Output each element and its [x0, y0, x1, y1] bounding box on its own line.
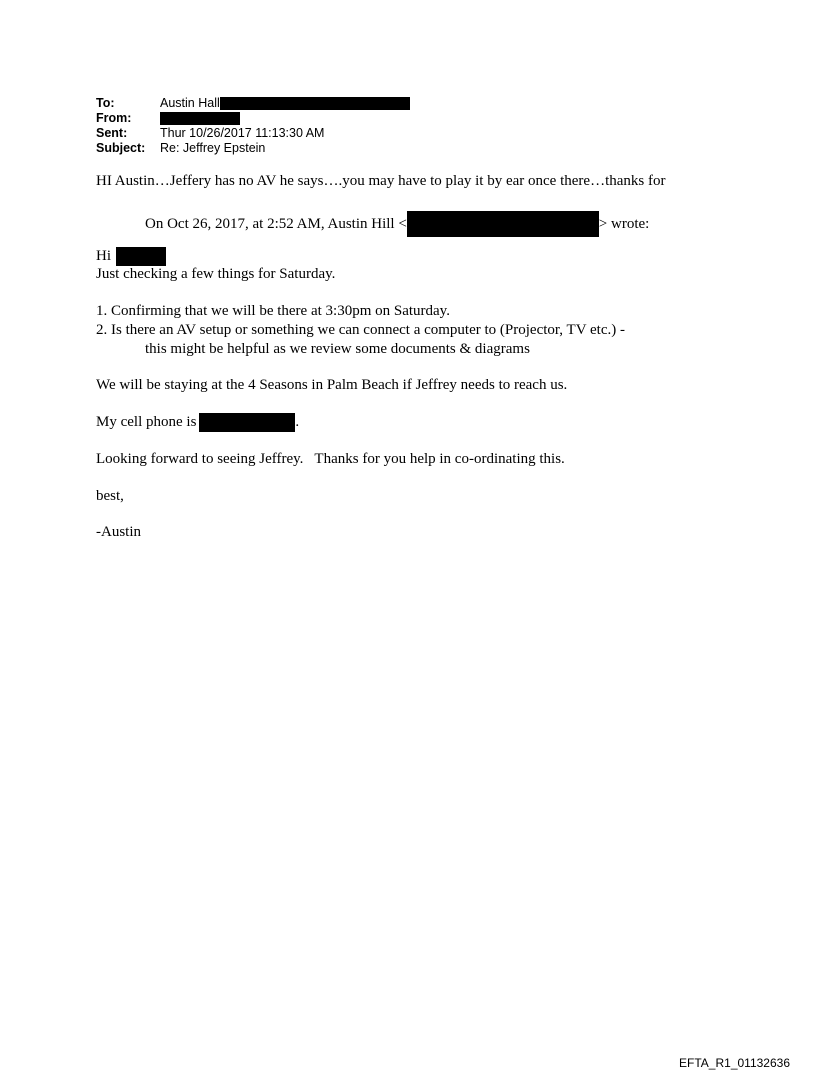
subject-value: Re: Jeffrey Epstein [160, 141, 266, 155]
to-value: Austin Hall [160, 96, 220, 110]
greeting-text: Hi [96, 248, 111, 264]
redaction-greeting-name [116, 247, 166, 266]
subject-label: Subject: [96, 141, 146, 155]
email-header [96, 96, 410, 156]
to-row [96, 96, 410, 111]
cell-prefix: My cell phone is [96, 414, 197, 430]
staying-line: We will be staying at the 4 Seasons in Palm Beach if Jeffrey needs to reach us. [96, 377, 568, 393]
list-item-1: 1. Confirming that we will be there at 3:30pm on Saturday. [96, 303, 450, 319]
sent-row [96, 126, 410, 141]
reply-text: HI Austin…Jeffery has no AV he says….you may have to play it by ear once there…thanks for [96, 173, 666, 189]
looking-forward-line: Looking forward to seeing Jeffrey. Thanks for you help in co-ordinating this. [96, 451, 565, 467]
redaction-from [160, 112, 240, 125]
cell-phone-line [96, 413, 299, 432]
signoff: best, [96, 488, 124, 504]
document-id: EFTA_R1_01132636 [679, 1056, 790, 1070]
sent-label: Sent: [96, 126, 128, 140]
from-label: From: [96, 111, 132, 125]
list-item-2: 2. Is there an AV setup or something we can connect a computer to (Projector, TV etc.) - [96, 322, 625, 338]
checking-line: Just checking a few things for Saturday. [96, 266, 336, 282]
quote-intro [145, 211, 649, 237]
redaction-to-email [220, 97, 410, 110]
cell-suffix: . [295, 414, 300, 430]
quote-intro-prefix: On Oct 26, 2017, at 2:52 AM, Austin Hill < [145, 215, 407, 232]
redaction-sender-email [407, 211, 599, 237]
list-item-2-continued: this might be helpful as we review some documents & diagrams [145, 341, 530, 357]
from-row [96, 111, 410, 126]
quote-intro-suffix: > wrote: [598, 215, 650, 232]
sent-value: Thur 10/26/2017 11:13:30 AM [160, 126, 325, 140]
redaction-phone [199, 413, 295, 432]
greeting-line [96, 247, 166, 266]
subject-row [96, 141, 410, 156]
to-label: To: [96, 96, 115, 110]
signature: -Austin [96, 524, 141, 540]
